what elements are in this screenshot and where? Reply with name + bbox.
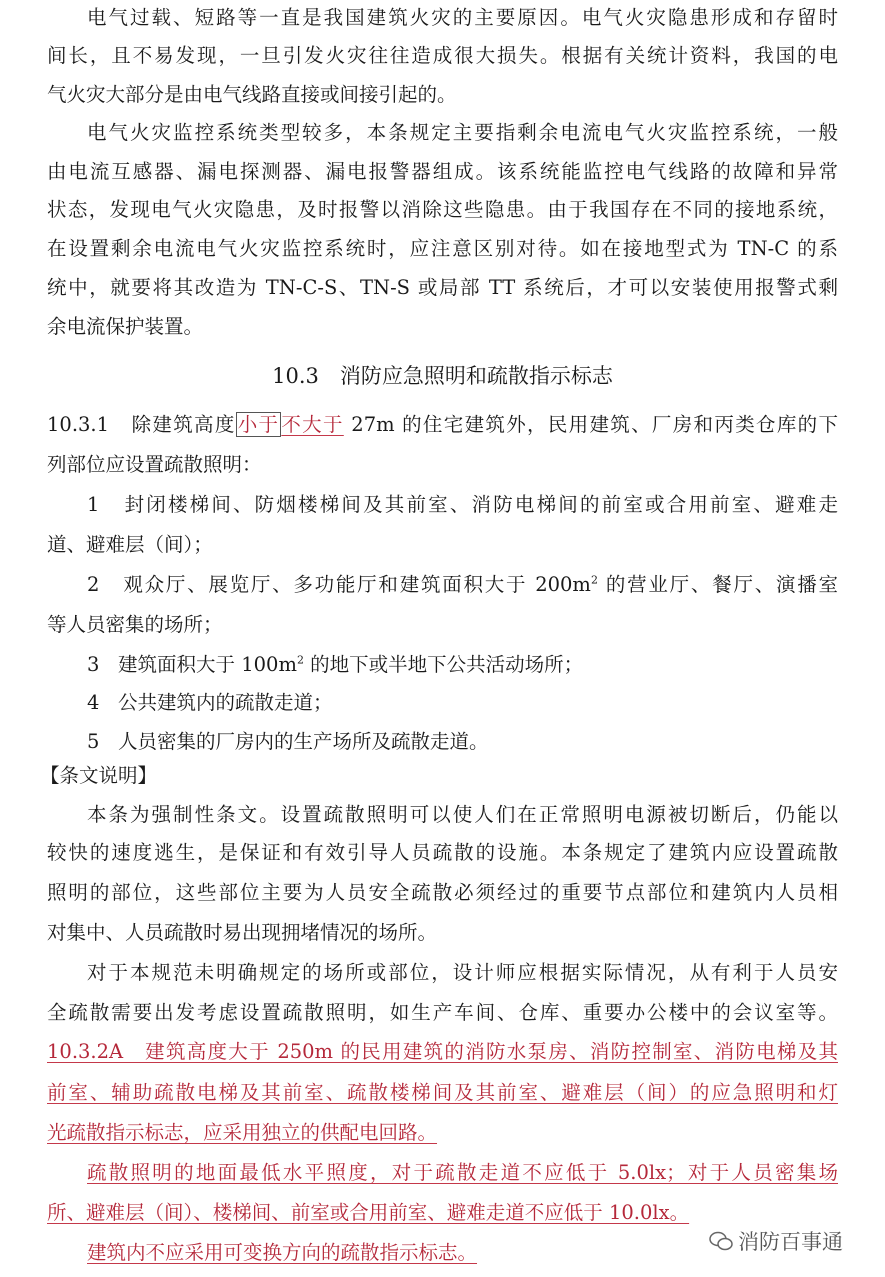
text-line: 道、避难层（间）； [47,533,213,556]
list-item [87,491,838,519]
text-line: 对于本规范未明确规定的场所或部位，设计师应根据实际情况，从有利于人员安 [87,961,838,984]
text-line: 本条为强制性条文。设置疏散照明可以使人们在正常照明电源被切断后，仍能以 [87,803,838,826]
deleted-text: 小于 [237,413,280,436]
item-text: 公共建筑内的疏散走道； [118,691,333,714]
item-number: 5 [87,730,100,753]
text-line: 照明的部位，这些部位主要为人员安全疏散必须经过的重要节点部位和建筑内人员相 [47,881,838,904]
text-line: 在设置剩余电流电气火灾监控系统时，应注意区别对待。如在接地型式为 TN-C 的系 [47,237,838,260]
item-text: 建筑面积大于 100m [118,653,297,676]
watermark-text: 消防百事通 [738,1230,843,1254]
text-line: 等人员密集的场所； [47,613,223,636]
item-text: 的营业厅、餐厅、演播室 [597,573,838,596]
clause-10-3-1 [47,411,838,439]
revised-text-line: 前室、辅助疏散电梯及其前室、疏散楼梯间及其前室、避难层（间）的应急照明和灯 [47,1081,838,1104]
item-text: 观众厅、展览厅、多功能厅和建筑面积大于 200m [123,573,591,596]
list-item [87,571,838,599]
text-line: 气火灾大部分是由电气线路直接或间接引起的。 [47,83,457,106]
list-item [87,651,838,679]
clause-text: 除建筑高度 [131,413,236,436]
item-text: 的地下或半地下公共活动场所； [303,653,584,676]
revised-text-line: 10.3.2A 建筑高度大于 250m 的民用建筑的消防水泵房、消防控制室、消防电梯及其 [47,1040,838,1063]
inserted-text: 不大于 [281,413,344,436]
list-item [87,728,838,756]
item-text: 封闭楼梯间、防烟楼梯间及其前室、消防电梯间的前室或合用前室、避难走 [124,493,838,516]
list-item [87,689,838,717]
text-line: 余电流保护装置。 [47,315,204,338]
item-number: 1 [87,493,100,516]
text-line: 状态，发现电气火灾隐患，及时报警以消除这些隐患。由于我国存在不同的接地系统， [47,198,838,221]
revised-text-line: 建筑内不应采用可变换方向的疏散指示标志。 [87,1241,478,1264]
superscript: 2 [296,653,304,667]
revised-text-line: 光疏散指示标志，应采用独立的供配电回路。 [47,1121,438,1144]
text-line: 间长，且不易发现，一旦引发火灾往往造成很大损失。根据有关统计资料，我国的电 [47,44,838,67]
text-line: 全疏散需要出发考虑设置疏散照明，如生产车间、仓库、重要办公楼中的会议室等。 [47,1001,838,1024]
item-number: 2 [87,573,100,596]
revised-text-line: 所、避难层（间）、楼梯间、前室或合用前室、避难走道不应低于 10.0lx。 [47,1201,690,1224]
text-line: 电气火灾监控系统类型较多，本条规定主要指剩余电流电气火灾监控系统，一般 [87,121,838,144]
section-heading: 10.3 消防应急照明和疏散指示标志 [272,364,613,388]
wechat-icon [708,1230,734,1252]
text-line: 由电流互感器、漏电探测器、漏电报警器组成。该系统能监控电气线路的故障和异常 [47,160,838,183]
text-line: 列部位应设置疏散照明： [47,453,262,476]
superscript: 2 [590,573,598,587]
clause-number: 10.3.1 [47,413,110,436]
item-text: 人员密集的厂房内的生产场所及疏散走道。 [118,730,489,753]
text-line: 较快的速度逃生，是保证和有效引导人员疏散的设施。本条规定了建筑内应设置疏散 [47,841,838,864]
watermark [708,1226,843,1256]
clause-text: 27m 的住宅建筑外，民用建筑、厂房和丙类仓库的下 [343,413,838,436]
item-number: 3 [87,653,100,676]
text-line: 电气过载、短路等一直是我国建筑火灾的主要原因。电气火灾隐患形成和存留时 [87,6,838,29]
revised-text-line: 疏散照明的地面最低水平照度，对于疏散走道不应低于 5.0lx；对于人员密集场 [87,1161,838,1184]
item-number: 4 [87,691,100,714]
text-line: 统中，就要将其改造为 TN-C-S、TN-S 或局部 TT 系统后，才可以安装使用报警式剩 [47,276,838,299]
explanation-label: 【条文说明】 [40,764,158,787]
text-line: 对集中、人员疏散时易出现拥堵情况的场所。 [47,921,438,944]
